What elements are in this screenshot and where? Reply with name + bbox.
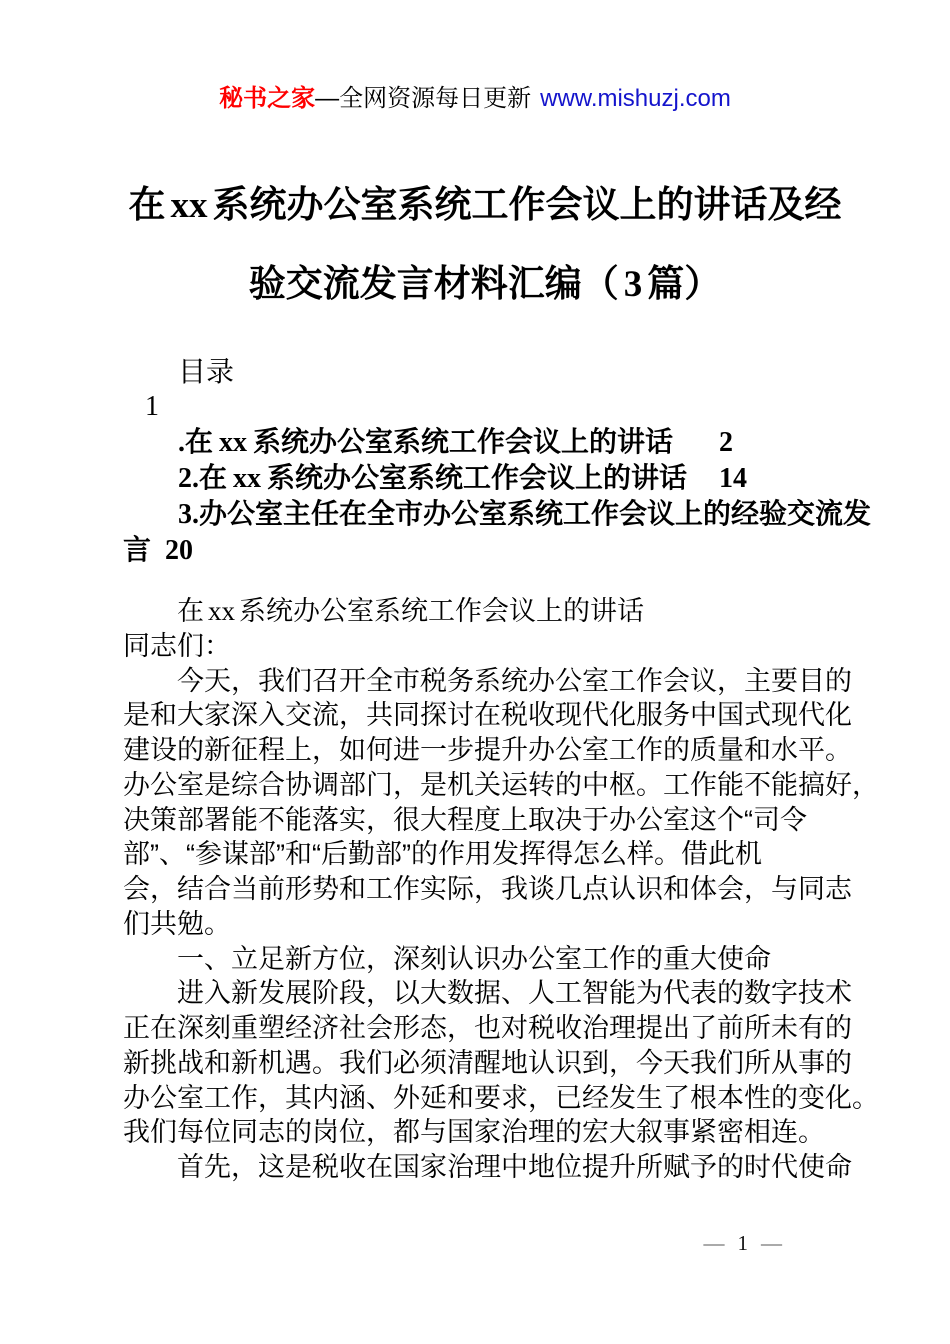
- toc-entry-2: 2.在 xx 系统办公室系统工作会议上的讲话 14: [178, 462, 748, 494]
- toc-entry-3-prefix: 3.: [178, 499, 199, 530]
- body-line: 部”、“参谋部”和“后勤部”的作用发挥得怎么样。借此机: [123, 839, 762, 870]
- body-heading-line: 一、立足新方位，深刻认识办公室工作的重大使命: [177, 943, 771, 974]
- toc-orphan-page-number: 1: [145, 391, 159, 422]
- toc-entry-1-prefix: .: [178, 427, 185, 458]
- body-line: 决策部署能不能落实，很大程度上取决于办公室这个“司令: [123, 804, 807, 835]
- title-count-number: 3: [623, 264, 643, 305]
- body-line: 进入新发展阶段，以大数据、人工智能为代表的数字技术: [177, 978, 852, 1009]
- page-number: [704, 1231, 783, 1256]
- page-number-dash-left: —: [703, 1231, 725, 1255]
- body-line: 办公室工作，其内涵、外延和要求，已经发生了根本性的变化。: [123, 1082, 879, 1113]
- body-subtitle: 在 xx 系统办公室系统工作会议上的讲话: [177, 596, 644, 626]
- page-number-dash-right: —: [761, 1231, 782, 1255]
- toc-entry-3-page: 20: [165, 535, 194, 566]
- body-line: 同志们：: [123, 630, 231, 661]
- body-line: 建设的新征程上，如何进一步提升办公室工作的质量和水平。: [123, 735, 852, 765]
- body-line: 我们每位同志的岗位，都与国家治理的宏大叙事紧密相连。: [123, 1117, 825, 1148]
- site-header: [0, 84, 950, 114]
- body-line: 们共勉。: [123, 908, 231, 939]
- toc-entry-3: 3.办公室主任在全市办公室系统工作会议上的经验交流发: [178, 498, 872, 530]
- document-body: [123, 594, 883, 1185]
- body-line: 办公室是综合协调部门，是机关运转的中枢。工作能不能搞好，: [123, 769, 879, 800]
- title-line-1: 在 xx 系统办公室系统工作会议上的讲话及经: [128, 184, 842, 226]
- body-line: 首先，这是税收在国家治理中地位提升所赋予的时代使命: [177, 1152, 852, 1182]
- body-line: 是和大家深入交流，共同探讨在税收现代化服务中国式现代化: [123, 700, 852, 731]
- site-tagline: —全网资源每日更新: [315, 85, 532, 112]
- document-title: [123, 166, 847, 324]
- toc-entry-1-page: 2: [719, 427, 734, 458]
- body-line: 今天，我们召开全市税务系统办公室工作会议，主要目的: [177, 665, 852, 696]
- title-line-2: 验交流发言材料汇编（ 3 篇）: [248, 263, 722, 305]
- table-of-contents: [123, 354, 883, 568]
- body-line: 新挑战和新机遇。我们必须清醒地认识到，今天我们所从事的: [123, 1047, 852, 1078]
- site-url: www.mishuzj.com: [540, 85, 731, 112]
- toc-entry-2-page: 14: [719, 463, 748, 494]
- toc-entry-3-wrap: 言 20: [123, 534, 194, 566]
- title-latin-xx: xx: [170, 185, 208, 226]
- site-name: 秘书之家: [219, 85, 316, 112]
- toc-entry-1: .在 xx 系统办公室系统工作会议上的讲话 2: [178, 426, 734, 458]
- body-line: 会，结合当前形势和工作实际，我谈几点认识和体会，与同志: [123, 874, 852, 904]
- toc-heading: 目录: [178, 356, 235, 387]
- toc-entry-2-prefix: 2.: [178, 463, 199, 494]
- page-number-value: 1: [737, 1231, 748, 1255]
- subtitle-latin-xx: xx: [208, 596, 235, 626]
- body-line: 正在深刻重塑经济社会形态，也对税收治理提出了前所未有的: [123, 1013, 852, 1043]
